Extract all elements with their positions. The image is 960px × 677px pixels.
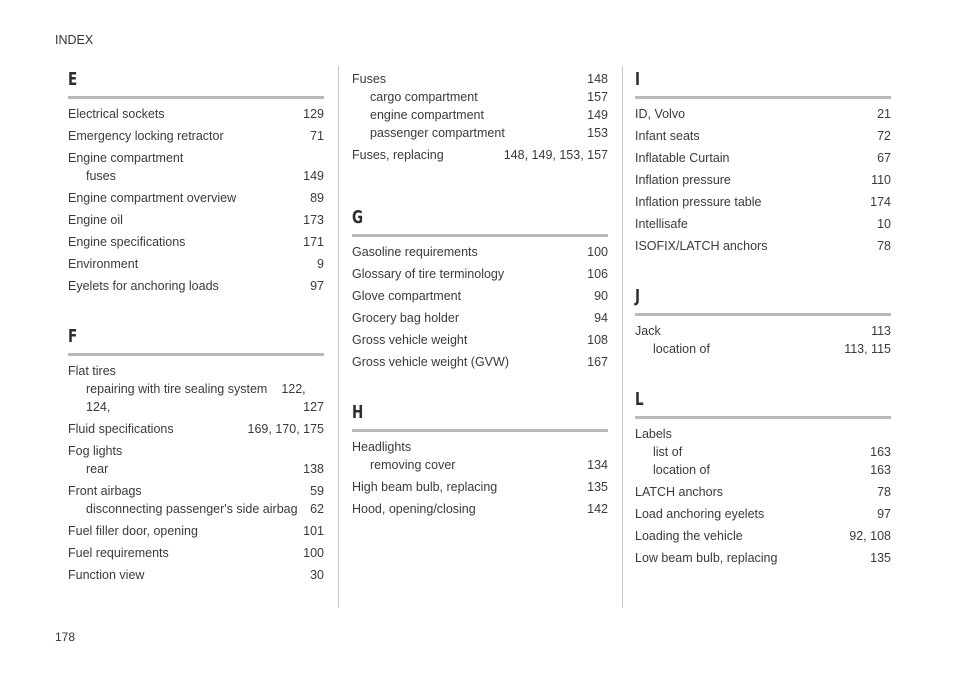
entry-term: Function view xyxy=(68,568,145,582)
entry-pages: 92, 108 xyxy=(849,529,891,543)
index-entry xyxy=(68,105,324,123)
entry-term: Engine oil xyxy=(68,213,123,227)
entry-term: Hood, opening/closing xyxy=(352,502,476,516)
index-entry xyxy=(352,353,608,371)
index-entry xyxy=(68,566,324,584)
entry-term: Jack xyxy=(635,324,661,338)
entry-pages: 167 xyxy=(587,355,608,369)
index-entry xyxy=(68,233,324,251)
entry-term: Inflation pressure xyxy=(635,173,731,187)
sub-entry-pages: 149 xyxy=(587,108,608,122)
entry-row xyxy=(352,265,608,283)
index-section xyxy=(352,399,608,518)
entry-row xyxy=(635,171,891,189)
entry-row xyxy=(68,189,324,207)
entry-row xyxy=(635,105,891,123)
entry-row xyxy=(68,482,324,500)
sub-entry-row xyxy=(352,88,608,106)
entry-row xyxy=(68,522,324,540)
entry-term: Fuel filler door, opening xyxy=(68,524,198,538)
section-letter: J xyxy=(635,286,641,307)
index-entry xyxy=(68,149,324,185)
entry-term: Engine compartment xyxy=(68,151,184,165)
index-section xyxy=(635,283,891,358)
entry-term: Gross vehicle weight (GVW) xyxy=(352,355,509,369)
entry-term: Grocery bag holder xyxy=(352,311,460,325)
sub-entry-row xyxy=(68,167,324,185)
sub-entry-pages: 163 xyxy=(870,463,891,477)
entry-pages: 135 xyxy=(870,551,891,565)
entry-row xyxy=(68,362,324,380)
entry-pages xyxy=(316,149,324,167)
entry-term: Front airbags xyxy=(68,484,142,498)
index-section xyxy=(68,323,324,584)
entry-term: Fluid specifications xyxy=(68,422,174,436)
sub-entry-row xyxy=(68,460,324,478)
index-entry xyxy=(68,127,324,145)
index-entry xyxy=(635,127,891,145)
entry-term: Engine compartment overview xyxy=(68,191,237,205)
sub-entry-term-continued: 124, xyxy=(86,400,111,414)
entry-pages xyxy=(316,362,324,380)
sub-entry xyxy=(635,443,891,461)
index-section xyxy=(352,70,608,164)
sub-entry-row xyxy=(635,340,891,358)
entry-pages xyxy=(600,438,608,456)
section-letter: G xyxy=(352,207,364,228)
entry-row xyxy=(352,146,608,164)
entry-row xyxy=(352,70,608,88)
entry-term: Inflation pressure table xyxy=(635,195,762,209)
entry-pages: 148, 149, 153, 157 xyxy=(503,148,608,162)
section-letter: L xyxy=(635,389,644,410)
entry-pages: 173 xyxy=(303,213,324,227)
entry-row xyxy=(68,233,324,251)
entry-pages: 142 xyxy=(587,502,608,516)
entry-row xyxy=(635,483,891,501)
entry-pages: 9 xyxy=(317,257,324,271)
index-section xyxy=(635,66,891,255)
entry-term: Loading the vehicle xyxy=(635,529,743,543)
entry-row xyxy=(68,149,324,167)
sub-entry-row xyxy=(68,380,324,398)
index-entry xyxy=(635,215,891,233)
index-column-3 xyxy=(635,66,891,595)
sub-entry-pages-continued: 127 xyxy=(303,400,324,414)
index-entry xyxy=(352,146,608,164)
sub-entry-pages: 138 xyxy=(303,462,324,476)
section-letter: E xyxy=(68,69,78,90)
entry-term: Intellisafe xyxy=(635,217,688,231)
entry-term: Glossary of tire terminology xyxy=(352,267,505,281)
entry-term: Fuses xyxy=(352,72,387,86)
entry-pages: 94 xyxy=(594,311,608,325)
entry-pages: 129 xyxy=(303,107,324,121)
entry-row xyxy=(352,309,608,327)
sub-entry-term: disconnecting passenger's side airbag xyxy=(86,502,298,516)
entry-row xyxy=(352,500,608,518)
entry-term: Labels xyxy=(635,427,672,441)
sub-entry xyxy=(352,456,608,474)
column-divider xyxy=(338,66,339,608)
sub-entry-term: repairing with tire sealing system xyxy=(86,382,268,396)
entry-pages: 101 xyxy=(303,524,324,538)
entry-pages: 135 xyxy=(587,480,608,494)
index-entry xyxy=(68,189,324,207)
index-entry xyxy=(352,243,608,261)
entry-term: Electrical sockets xyxy=(68,107,165,121)
entry-term: Engine specifications xyxy=(68,235,186,249)
entry-term: ISOFIX/LATCH anchors xyxy=(635,239,768,253)
entry-term: Gasoline requirements xyxy=(352,245,478,259)
entry-row xyxy=(352,438,608,456)
entry-term: Fog lights xyxy=(68,444,123,458)
index-entry xyxy=(352,500,608,518)
section-rule xyxy=(352,234,608,237)
entry-row xyxy=(635,149,891,167)
sub-entry-pages: 122, xyxy=(281,382,306,396)
entry-pages: 174 xyxy=(870,195,891,209)
entry-pages: 78 xyxy=(877,485,891,499)
index-entry xyxy=(635,171,891,189)
sub-entry-term: location of xyxy=(653,342,710,356)
entry-term: Low beam bulb, replacing xyxy=(635,551,778,565)
entry-term: High beam bulb, replacing xyxy=(352,480,498,494)
entry-row xyxy=(68,211,324,229)
sub-entry-pages: 157 xyxy=(587,90,608,104)
entry-term: Environment xyxy=(68,257,139,271)
entry-pages: 89 xyxy=(310,191,324,205)
entry-row xyxy=(68,277,324,295)
entry-row xyxy=(635,193,891,211)
section-rule xyxy=(68,96,324,99)
section-letter: H xyxy=(352,402,364,423)
sub-entry xyxy=(352,88,608,106)
sub-entry xyxy=(68,500,324,518)
sub-entry-term: rear xyxy=(86,462,109,476)
entry-pages: 100 xyxy=(587,245,608,259)
entry-pages: 148 xyxy=(587,72,608,86)
sub-entry-term: removing cover xyxy=(370,458,456,472)
index-entry xyxy=(635,237,891,255)
entry-row xyxy=(352,331,608,349)
entry-row xyxy=(352,243,608,261)
sub-entry-row xyxy=(352,124,608,142)
sub-entry xyxy=(68,460,324,478)
sub-entry-pages: 163 xyxy=(870,445,891,459)
entry-pages: 90 xyxy=(594,289,608,303)
running-header: INDEX xyxy=(55,33,94,47)
index-entry xyxy=(68,362,324,416)
entry-term: ID, Volvo xyxy=(635,107,686,121)
index-entry xyxy=(635,193,891,211)
entry-term: Gross vehicle weight xyxy=(352,333,468,347)
entry-pages: 100 xyxy=(303,546,324,560)
sub-entry-term: list of xyxy=(653,445,683,459)
index-entry xyxy=(68,211,324,229)
entry-term: Glove compartment xyxy=(352,289,462,303)
column-divider xyxy=(622,66,623,608)
entry-row xyxy=(68,255,324,273)
entry-row xyxy=(68,544,324,562)
entry-pages: 110 xyxy=(871,173,891,187)
entry-row xyxy=(68,105,324,123)
index-entry xyxy=(352,438,608,474)
entry-pages: 113 xyxy=(871,324,891,338)
index-entry xyxy=(68,277,324,295)
entry-term: Inflatable Curtain xyxy=(635,151,730,165)
sub-entry-row xyxy=(68,500,324,518)
sub-entry-term: location of xyxy=(653,463,710,477)
entry-row xyxy=(68,442,324,460)
index-entry xyxy=(352,478,608,496)
index-entry xyxy=(352,331,608,349)
entry-row xyxy=(68,420,324,438)
entry-pages xyxy=(883,425,891,443)
entry-row xyxy=(635,549,891,567)
sub-entry-pages: 62 xyxy=(310,502,324,516)
entry-term: Fuel requirements xyxy=(68,546,169,560)
entry-row xyxy=(352,353,608,371)
index-entry xyxy=(352,287,608,305)
section-rule xyxy=(635,416,891,419)
index-entry xyxy=(635,483,891,501)
entry-term: Infant seats xyxy=(635,129,700,143)
index-column-2 xyxy=(352,66,608,546)
sub-entry-pages: 134 xyxy=(587,458,608,472)
entry-term: Emergency locking retractor xyxy=(68,129,224,143)
entry-pages: 59 xyxy=(310,484,324,498)
index-entry xyxy=(635,322,891,358)
index-entry xyxy=(68,255,324,273)
sub-entry-row xyxy=(635,461,891,479)
sub-entry xyxy=(352,106,608,124)
entry-term: Headlights xyxy=(352,440,412,454)
section-letter: F xyxy=(68,326,78,347)
entry-row xyxy=(635,322,891,340)
entry-row xyxy=(352,478,608,496)
entry-row xyxy=(635,425,891,443)
entry-pages: 71 xyxy=(310,129,324,143)
sub-entry-row xyxy=(352,106,608,124)
entry-pages: 10 xyxy=(877,217,891,231)
entry-row xyxy=(68,127,324,145)
index-entry xyxy=(635,527,891,545)
entry-row xyxy=(68,566,324,584)
sub-entry-pages: 153 xyxy=(587,126,608,140)
sub-entry xyxy=(635,340,891,358)
section-rule xyxy=(635,313,891,316)
entry-pages: 72 xyxy=(877,129,891,143)
sub-entry-term: engine compartment xyxy=(370,108,484,122)
index-entry xyxy=(68,420,324,438)
index-section xyxy=(352,204,608,371)
index-entry xyxy=(635,505,891,523)
index-entry xyxy=(635,105,891,123)
sub-entry-pages: 149 xyxy=(303,169,324,183)
entry-pages: 97 xyxy=(310,279,324,293)
entry-pages xyxy=(316,442,324,460)
index-entry xyxy=(68,522,324,540)
sub-entry-term: cargo compartment xyxy=(370,90,478,104)
sub-entry-row-continued xyxy=(68,398,324,416)
entry-row xyxy=(635,127,891,145)
page-number: 178 xyxy=(55,630,76,644)
entry-pages: 67 xyxy=(877,151,891,165)
index-column-1 xyxy=(68,66,324,612)
entry-pages: 30 xyxy=(310,568,324,582)
sub-entry xyxy=(68,167,324,185)
sub-entry-pages: 113, 115 xyxy=(844,342,891,356)
entry-row xyxy=(635,527,891,545)
section-rule xyxy=(68,353,324,356)
section-letter: I xyxy=(635,69,641,90)
sub-entry-row xyxy=(635,443,891,461)
section-rule xyxy=(352,429,608,432)
sub-entry-term: passenger compartment xyxy=(370,126,505,140)
entry-pages: 108 xyxy=(587,333,608,347)
entry-row xyxy=(352,287,608,305)
entry-row xyxy=(635,215,891,233)
sub-entry xyxy=(635,461,891,479)
index-entry xyxy=(352,265,608,283)
entry-pages: 171 xyxy=(303,235,324,249)
index-section xyxy=(68,66,324,295)
entry-row xyxy=(635,505,891,523)
entry-pages: 97 xyxy=(877,507,891,521)
index-entry xyxy=(352,70,608,142)
index-entry xyxy=(635,549,891,567)
section-rule xyxy=(635,96,891,99)
sub-entry xyxy=(68,380,324,416)
entry-term: Load anchoring eyelets xyxy=(635,507,765,521)
sub-entry-term: fuses xyxy=(86,169,116,183)
entry-term: Fuses, replacing xyxy=(352,148,444,162)
index-entry xyxy=(352,309,608,327)
index-section xyxy=(635,386,891,567)
index-entry xyxy=(635,149,891,167)
entry-term: Flat tires xyxy=(68,364,116,378)
entry-term: Eyelets for anchoring loads xyxy=(68,279,219,293)
sub-entry-row xyxy=(352,456,608,474)
entry-pages: 106 xyxy=(587,267,608,281)
entry-term: LATCH anchors xyxy=(635,485,723,499)
entry-pages: 21 xyxy=(877,107,891,121)
sub-entry xyxy=(352,124,608,142)
entry-pages: 78 xyxy=(877,239,891,253)
entry-pages: 169, 170, 175 xyxy=(247,422,324,436)
index-entry xyxy=(68,482,324,518)
index-entry xyxy=(635,425,891,479)
index-entry xyxy=(68,442,324,478)
index-entry xyxy=(68,544,324,562)
entry-row xyxy=(635,237,891,255)
